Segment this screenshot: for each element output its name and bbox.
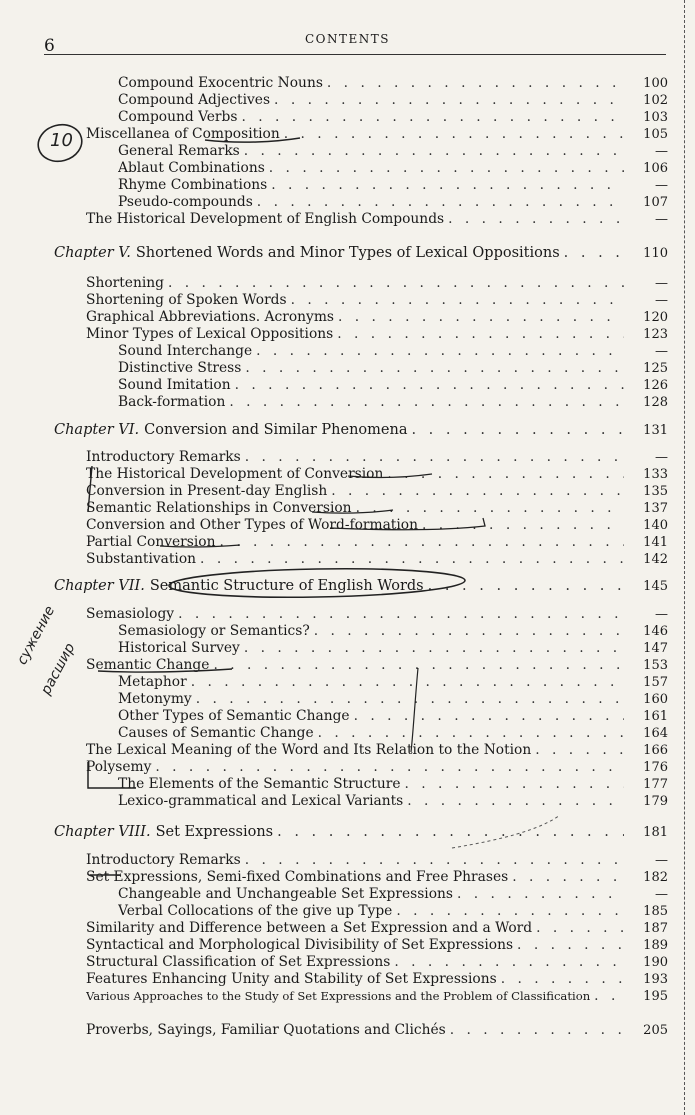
entry-title: Ablaut Combinations [118,160,265,176]
page-ref: 133 [643,467,668,482]
page-ref: — [655,144,668,159]
dot-leader [215,534,624,551]
page-ref: 128 [643,395,668,410]
entry-title: Distinctive Stress [118,360,242,376]
page-ref: 102 [643,93,668,108]
dot-leader [327,483,624,500]
dot-leader [237,109,624,126]
page-ref: — [655,344,668,359]
page-ref: 185 [643,904,668,919]
toc-entry [86,869,668,886]
page-ref: — [655,178,668,193]
chapter-title: Set Expressions [155,824,274,840]
toc-entry [118,708,668,725]
dot-leader [590,988,624,1005]
dot-leader [231,377,624,394]
page-ref: 164 [643,726,668,741]
toc-entry [86,126,668,143]
dot-leader [273,824,624,841]
entry-title: Conversion and Other Types of Word-formation [86,517,418,533]
page-ref: 140 [643,518,668,533]
page-ref: 177 [643,777,668,792]
entry-title: Syntactical and Morphological Divisibility of Set Expressions [86,937,514,953]
toc-entry [86,517,668,534]
dot-leader [240,143,624,160]
page-ref: — [655,607,668,622]
dot-leader [531,742,624,759]
dot-leader [508,869,624,886]
entry-title: Graphical Abbreviations. Acronyms [86,309,334,325]
toc-entry [86,954,668,971]
dot-leader [240,640,624,657]
toc-entry [86,1022,668,1039]
entry-title: Miscellanea of Composition [86,126,280,142]
dot-leader [446,1022,624,1039]
chapter-title: Conversion and Similar Phenomena [144,422,408,438]
toc-entry [118,160,668,177]
entry-title: Set Expressions, Semi-fixed Combinations and Free Phrases [86,869,509,885]
page-ref: 145 [643,579,668,594]
entry-title: Causes of Semantic Change [118,725,314,741]
page-ref: — [655,293,668,308]
dot-leader [164,275,624,292]
entry-title: Other Types of Semantic Change [118,708,350,724]
dot-leader [444,211,624,228]
entry-title: Compound Exocentric Nouns [118,75,323,91]
dot-leader [192,691,624,708]
entry-title: Shortening [86,275,164,291]
entry-title: Structural Classification of Set Expressions [86,954,391,970]
toc-entry [118,394,668,411]
chapter-heading [54,245,668,262]
entry-title: Similarity and Difference between a Set Expression and a Word [86,920,533,936]
page-ref: — [655,853,668,868]
chapter-label: Chapter V. [54,245,131,261]
page-ref: 123 [643,327,668,342]
toc-entry [86,920,668,937]
toc-entry [86,988,668,1005]
dot-leader [424,578,624,595]
entry-title: Shortening of Spoken Words [86,292,287,308]
entry-title: Lexico-grammatical and Lexical Variants [118,793,404,809]
toc-entry [86,211,668,228]
dot-leader [392,903,624,920]
entry-title: Changeable and Unchangeable Set Expressions [118,886,453,902]
chapter-title: Semantic Structure of English Words [149,578,424,594]
page-ref: 179 [643,794,668,809]
dot-leader [390,954,624,971]
toc-entry [118,776,668,793]
page-ref: 107 [643,195,668,210]
toc-entry [86,483,668,500]
dot-leader [225,394,624,411]
dot-leader [350,708,624,725]
dot-leader [418,517,624,534]
entry-title: Compound Verbs [118,109,238,125]
dot-leader [265,160,624,177]
page-ref: 125 [643,361,668,376]
entry-title: Verbal Collocations of the give up Type [118,903,393,919]
toc-entry [118,343,668,360]
entry-title: The Lexical Meaning of the Word and Its Relation to the Notion [86,742,532,758]
entry-title: Pseudo-compounds [118,194,253,210]
toc-entry [118,674,668,691]
entry-title: Introductory Remarks [86,449,241,465]
dot-leader [352,500,624,517]
entry-title: General Remarks [118,143,240,159]
toc-entry [86,606,668,623]
toc-entry [118,793,668,810]
toc-entry [118,886,668,903]
toc-entry [118,725,668,742]
toc-entry [86,759,668,776]
toc-entry [118,109,668,126]
toc-entry [86,657,668,674]
page-ref: 126 [643,378,668,393]
page-ref: — [655,276,668,291]
page-ref: 106 [643,161,668,176]
toc-entry [118,177,668,194]
dot-leader [323,75,624,92]
page-ref: 189 [643,938,668,953]
margin-note-line2: расшир [38,640,79,698]
entry-title: Semasiology [86,606,175,622]
page-ref: 166 [643,743,668,758]
dot-leader [453,886,624,903]
page-ref: 161 [643,709,668,724]
chapter-label: Chapter VII. [54,578,145,594]
entry-title: Features Enhancing Unity and Stability of Set Expressions [86,971,497,987]
page-ref: 110 [643,246,668,261]
dot-leader [401,776,625,793]
page-ref: 205 [643,1023,668,1038]
page-ref: 105 [643,127,668,142]
dot-leader [403,793,624,810]
page-ref: 176 [643,760,668,775]
dot-leader [407,422,624,439]
toc-entry [118,377,668,394]
entry-title: Introductory Remarks [86,852,241,868]
toc-entry [86,326,668,343]
toc-entry [86,275,668,292]
toc-entry [86,309,668,326]
page-ref: 137 [643,501,668,516]
entry-title: Metaphor [118,674,187,690]
entry-title: The Historical Development of English Compounds [86,211,445,227]
page-ref: 103 [643,110,668,125]
chapter-heading [54,422,668,439]
toc-entry [118,194,668,211]
toc-entry [86,466,668,483]
toc-entry [86,937,668,954]
toc-entry [118,623,668,640]
toc-entry [86,449,668,466]
toc-entry [86,551,668,568]
page-ref: 157 [643,675,668,690]
page-ref: 182 [643,870,668,885]
toc-entry [86,500,668,517]
entry-title: Compound Adjectives [118,92,271,108]
page-ref: 131 [643,423,668,438]
chapter-title: Shortened Words and Minor Types of Lexical Oppositions [135,245,560,261]
page-ref: 153 [643,658,668,673]
margin-note-line1: сужение [14,603,59,668]
entry-title: Historical Survey [118,640,240,656]
page-ref: 195 [643,989,668,1004]
toc-entry [86,534,668,551]
entry-title: The Historical Development of Conversion [86,466,384,482]
page-ref: 135 [643,484,668,499]
page-ref: 100 [643,76,668,91]
toc-entry [86,852,668,869]
dot-leader [241,449,624,466]
entry-title: Sound Interchange [118,343,253,359]
dot-leader [253,194,624,211]
dot-leader [532,920,624,937]
page-ref: 146 [643,624,668,639]
entry-title: The Elements of the Semantic Structure [118,776,401,792]
page-ref: — [655,887,668,902]
dot-leader [333,326,624,343]
dot-leader [287,292,624,309]
page-ref: 187 [643,921,668,936]
entry-title: Rhyme Combinations [118,177,268,193]
page-ref: 190 [643,955,668,970]
entry-title: Back-formation [118,394,226,410]
entry-title: Partial Conversion [86,534,216,550]
dot-leader [151,759,624,776]
entry-title: Sound Imitation [118,377,231,393]
page-ref: — [655,212,668,227]
toc-entry [118,143,668,160]
dot-leader [252,343,624,360]
dot-leader [280,126,624,143]
toc-entry [86,742,668,759]
toc-entry [118,75,668,92]
entry-title: Semantic Relationships in Conversion [86,500,352,516]
dot-leader [270,92,624,109]
dot-leader [241,852,624,869]
dot-leader [196,551,624,568]
entry-title: Polysemy [86,759,152,775]
dot-leader [383,466,624,483]
entry-title: Proverbs, Sayings, Familiar Quotations and Clichés [86,1022,446,1038]
page-ref: 181 [643,825,668,840]
chapter-label: Chapter VI. [54,422,140,438]
entry-title: Substantivation [86,551,197,567]
dot-leader [314,725,624,742]
page-number: 6 [44,36,55,56]
circled-number: 10 [50,130,73,151]
entry-title: Semantic Change [86,657,210,673]
toc-entry [118,903,668,920]
entry-title: Minor Types of Lexical Oppositions [86,326,334,342]
dot-leader [560,245,624,262]
dot-leader [310,623,624,640]
toc-entry [118,360,668,377]
dot-leader [497,971,624,988]
page-ref: — [655,450,668,465]
toc-entry [118,640,668,657]
chapter-heading [54,578,668,595]
page-ref: 120 [643,310,668,325]
dot-leader [187,674,624,691]
dot-leader [334,309,624,326]
toc-entry [86,292,668,309]
page-ref: 142 [643,552,668,567]
toc-entry [86,971,668,988]
dot-leader [513,937,624,954]
entry-title: Conversion in Present-day English [86,483,328,499]
dot-leader [241,360,624,377]
toc-entry [118,92,668,109]
chapter-label: Chapter VIII. [54,824,151,840]
page-ref: 141 [643,535,668,550]
chapter-heading [54,824,668,841]
page-ref: 147 [643,641,668,656]
dot-leader [174,606,624,623]
entry-title: Semasiology or Semantics? [118,623,310,639]
toc-entry [118,691,668,708]
page-ref: 160 [643,692,668,707]
entry-title: Metonymy [118,691,192,707]
page-ref: 193 [643,972,668,987]
running-head: CONTENTS [304,32,390,46]
dot-leader [267,177,624,194]
entry-title: Various Approaches to the Study of Set Expressions and the Problem of Classification [86,989,591,1003]
dot-leader [209,657,624,674]
